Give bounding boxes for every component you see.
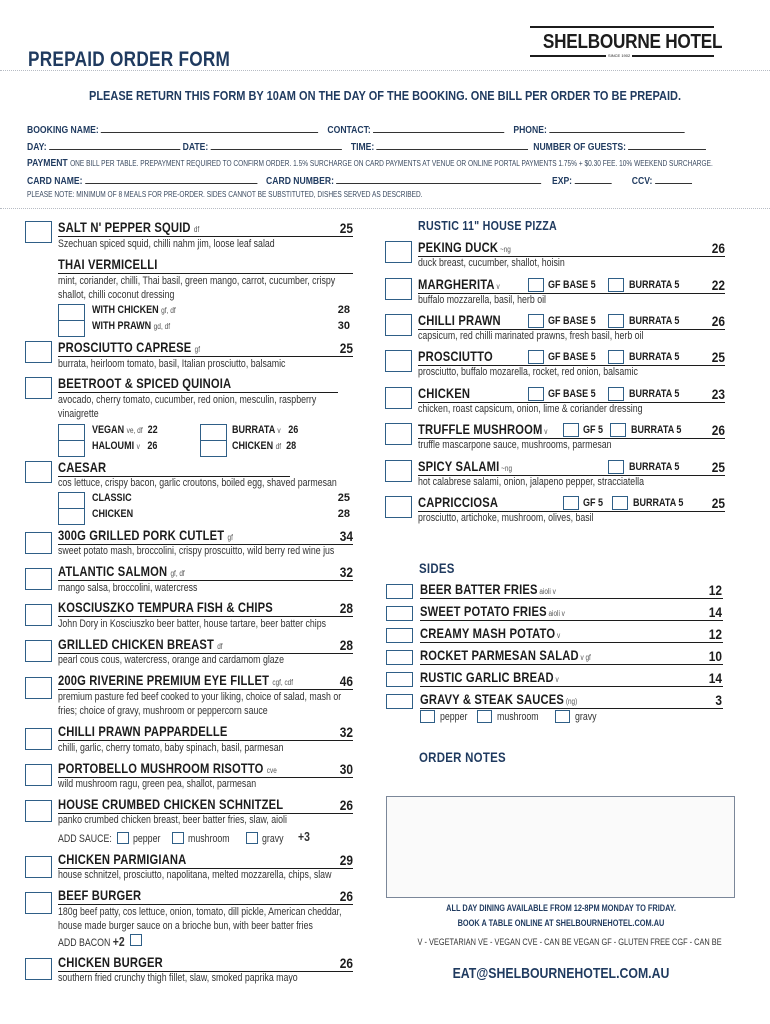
item-desc: burrata, heirloom tomato, basil, Italian prosciutto, balsamic <box>58 358 286 370</box>
add-sauce-label: ADD SAUCE: <box>58 833 112 845</box>
option-price: 25 <box>337 492 350 504</box>
bacon-checkbox[interactable] <box>130 934 142 946</box>
time-field[interactable] <box>377 140 529 150</box>
option-label: WITH PRAWN gd, df <box>92 320 171 332</box>
payment-label: PAYMENT <box>27 157 68 169</box>
order-checkbox-atlantic-salmon[interactable] <box>25 568 52 590</box>
underline <box>420 620 723 621</box>
gf-base-label: GF BASE 5 <box>548 315 596 327</box>
pizza-desc: duck breast, cucumber, shallot, hoisin <box>418 257 565 269</box>
order-checkbox-beet-vegan[interactable] <box>58 424 85 441</box>
date-field[interactable] <box>211 140 342 150</box>
gf-base-checkbox[interactable] <box>528 314 544 328</box>
order-notes-title: ORDER NOTES <box>419 749 506 765</box>
burrata-checkbox[interactable] <box>608 460 624 474</box>
order-checkbox-thai-chicken[interactable] <box>58 304 85 321</box>
option-price: 28 <box>337 508 350 520</box>
underline <box>420 664 723 665</box>
item-price: 28 <box>339 600 353 616</box>
order-checkbox-parmigiana[interactable] <box>25 856 52 878</box>
pizza-name: CHICKEN <box>418 385 471 401</box>
burrata-label: BURRATA 5 <box>633 497 684 509</box>
order-checkbox-pizza[interactable] <box>385 350 412 372</box>
order-checkbox-eye-fillet[interactable] <box>25 677 52 699</box>
pizza-price: 26 <box>711 422 725 438</box>
order-checkbox-pizza[interactable] <box>385 278 412 300</box>
underline <box>58 236 353 237</box>
gf-base-checkbox[interactable] <box>563 423 579 437</box>
burrata-label: BURRATA 5 <box>629 279 680 291</box>
order-checkbox-prosciutto-caprese[interactable] <box>25 341 52 363</box>
sauce-checkbox-pepper-side[interactable] <box>420 710 435 723</box>
item-price: 26 <box>339 797 353 813</box>
pizza-desc: buffalo mozzarella, basil, herb oil <box>418 294 546 306</box>
order-checkbox-pizza[interactable] <box>385 314 412 336</box>
booking-name-label: BOOKING NAME: <box>27 124 99 136</box>
form-row-card <box>27 174 692 187</box>
guests-field[interactable] <box>628 140 706 150</box>
gf-base-label: GF 5 <box>583 497 604 509</box>
underline <box>58 904 353 905</box>
side-name: ROCKET PARMESAN SALAD v gf <box>420 647 591 663</box>
burrata-label: BURRATA 5 <box>629 315 680 327</box>
underline <box>58 273 353 274</box>
option-label: CHICKEN df 28 <box>232 440 297 452</box>
option-label: HALOUMI v 26 <box>92 440 158 452</box>
burrata-label: BURRATA 5 <box>629 351 680 363</box>
order-checkbox-thai-prawn[interactable] <box>58 320 85 337</box>
item-name: 200G RIVERINE PREMIUM EYE FILLET cgf, cdf <box>58 672 294 688</box>
item-name: CAESAR <box>58 459 107 475</box>
order-checkbox-pizza[interactable] <box>385 241 412 263</box>
order-checkbox-caesar-classic[interactable] <box>58 492 85 509</box>
burrata-label: BURRATA 5 <box>629 388 680 400</box>
payment-note: ONE BILL PER TABLE. PREPAYMENT REQUIRED TO CONFIRM ORDER. 1.5% SURCHARGE ON CARD PAYMENTS AT VENUE OR ONLINE PORTAL PAYMENTS 1.75% + $0.30 FEE. 10% WEEKEND SURCHARGE. <box>70 159 713 168</box>
item-desc: sweet potato mash, broccolini, crispy proscuitto, wild berry red wine jus <box>58 545 335 557</box>
contact-label: CONTACT: <box>327 124 371 136</box>
item-desc: mango salsa, broccolini, watercress <box>58 582 198 594</box>
booking-info: BOOK A TABLE ONLINE AT SHELBOURNEHOTEL.COM.AU <box>457 918 665 928</box>
sauce-price: +3 <box>298 829 310 844</box>
side-checkbox[interactable] <box>386 628 413 643</box>
return-instructions: PLEASE RETURN THIS FORM BY 10AM ON THE DAY OF THE BOOKING. ONE BILL PER ORDER TO BE PREPAID. <box>88 89 682 103</box>
form-row-1 <box>27 123 685 136</box>
underline <box>420 708 723 709</box>
form-row-2 <box>27 140 706 153</box>
order-checkbox-beet-burrata[interactable] <box>200 424 227 441</box>
pizza-name: CAPRICCIOSA <box>418 494 499 510</box>
option-label: WITH CHICKEN gf, df <box>92 304 176 316</box>
exp-field[interactable] <box>574 174 611 184</box>
phone-field[interactable] <box>549 123 684 133</box>
item-desc: house schnitzel, prosciutto, napolitana, melted mozzarella, chips, slaw <box>58 869 332 881</box>
item-name: PORTOBELLO MUSHROOM RISOTTO cve <box>58 760 277 776</box>
side-checkbox[interactable] <box>386 584 413 599</box>
item-desc: premium pasture fed beef cooked to your liking, choice of salad, mash or <box>58 691 342 703</box>
side-price: 12 <box>708 626 722 642</box>
order-checkbox-beetroot[interactable] <box>25 377 52 399</box>
guests-label: NUMBER OF GUESTS: <box>533 141 627 153</box>
burrata-checkbox[interactable] <box>608 387 624 401</box>
card-number-label: CARD NUMBER: <box>266 175 334 187</box>
underline <box>58 740 353 741</box>
order-checkbox-beef-burger[interactable] <box>25 892 52 914</box>
order-checkbox-pizza[interactable] <box>385 496 412 518</box>
order-checkbox-pizza[interactable] <box>385 460 412 482</box>
item-price: 25 <box>339 340 353 356</box>
item-desc: panko crumbed chicken breast, beer batter fries, slaw, aioli <box>58 814 287 826</box>
item-name: KOSCIUSZKO TEMPURA FISH & CHIPS <box>58 599 273 615</box>
item-name: PROSCIUTTO CAPRESE gf <box>58 339 200 355</box>
burrata-checkbox[interactable] <box>608 278 624 292</box>
pizza-price: 26 <box>711 313 725 329</box>
side-name: RUSTIC GARLIC BREAD v <box>420 669 559 685</box>
order-checkbox-fish-chips[interactable] <box>25 604 52 626</box>
sauce-label: mushroom <box>188 833 230 845</box>
gf-base-checkbox[interactable] <box>528 278 544 292</box>
order-notes-box[interactable] <box>386 796 735 898</box>
please-note: PLEASE NOTE: MINIMUM OF 8 MEALS FOR PRE-ORDER. SIDES CANNOT BE SUBSTITUTED, DISHES SERVED AS DESCRIBED. <box>27 190 423 199</box>
order-checkbox-salt-pepper-squid[interactable] <box>25 221 52 243</box>
gf-base-label: GF BASE 5 <box>548 279 596 291</box>
pizza-name: PROSCIUTTO <box>418 348 493 364</box>
side-name: BEER BATTER FRIES aioli v <box>420 581 556 597</box>
item-desc: house made burger sauce on a brioche bun, with beer batter fries <box>58 920 313 932</box>
hotel-logo <box>530 26 723 60</box>
underline <box>58 356 353 357</box>
pizza-section-title: RUSTIC 11" HOUSE PIZZA <box>418 218 558 233</box>
sauce-label: gravy <box>262 833 284 845</box>
pizza-name: TRUFFLE MUSHROOM v <box>418 421 548 437</box>
logo-text: SHELBOURNE HOTEL <box>542 31 723 53</box>
item-desc: fries; choice of gravy, mushroom or peppercorn sauce <box>58 705 268 717</box>
pizza-name: CHILLI PRAWN <box>418 312 501 328</box>
option-label: CLASSIC <box>92 492 132 504</box>
burrata-checkbox[interactable] <box>612 496 628 510</box>
item-desc: Szechuan spiced squid, chilli nahm jim, loose leaf salad <box>58 238 275 250</box>
sauce-label: pepper <box>133 833 161 845</box>
underline <box>58 616 353 617</box>
item-name: CHICKEN BURGER <box>58 954 163 970</box>
side-checkbox[interactable] <box>386 606 413 621</box>
side-price: 12 <box>708 582 722 598</box>
order-checkbox-caesar[interactable] <box>25 461 52 483</box>
payment-row <box>27 157 713 169</box>
pizza-name: MARGHERITA v <box>418 276 500 292</box>
day-label: DAY: <box>27 141 47 153</box>
item-price: 46 <box>339 673 353 689</box>
gf-base-checkbox[interactable] <box>563 496 579 510</box>
item-desc: vinaigrette <box>58 408 99 420</box>
sauce-checkbox-mushroom-side[interactable] <box>477 710 492 723</box>
option-price: 28 <box>337 304 350 316</box>
item-name: 300G GRILLED PORK CUTLET gf <box>58 527 233 543</box>
date-label: DATE: <box>182 141 209 153</box>
gf-base-checkbox[interactable] <box>528 387 544 401</box>
card-name-field[interactable] <box>85 174 257 184</box>
item-name: ATLANTIC SALMON gf, df <box>58 563 185 579</box>
pizza-desc: prosciutto, buffalo mozarella, rocket, red onion, balsamic <box>418 366 638 378</box>
order-checkbox-beet-haloumi[interactable] <box>58 440 85 457</box>
pizza-desc: hot calabrese salami, onion, jalapeno pepper, stracciatella <box>418 476 645 488</box>
side-sauce-label: pepper <box>440 711 468 723</box>
side-price: 14 <box>708 604 722 620</box>
burrata-label: BURRATA 5 <box>631 424 682 436</box>
side-price: 14 <box>708 670 722 686</box>
item-desc: mint, coriander, chilli, Thai basil, green mango, carrot, cucumber, crispy <box>58 275 336 287</box>
gf-base-label: GF BASE 5 <box>548 351 596 363</box>
item-desc: pearl cous cous, watercress, orange and cardamom glaze <box>58 654 284 666</box>
burrata-checkbox[interactable] <box>610 423 626 437</box>
sauce-checkbox-gravy[interactable] <box>246 832 258 844</box>
please-note-row <box>27 188 423 200</box>
phone-label: PHONE: <box>513 124 547 136</box>
underline <box>58 392 338 393</box>
underline <box>58 580 353 581</box>
option-label: CHICKEN <box>92 508 134 520</box>
item-name: HOUSE CRUMBED CHICKEN SCHNITZEL <box>58 796 284 812</box>
side-sauce-label: mushroom <box>497 711 539 723</box>
item-desc: southern fried crunchy thigh fillet, slaw, smoked paprika mayo <box>58 972 298 984</box>
burrata-label: BURRATA 5 <box>629 461 680 473</box>
contact-field[interactable] <box>373 123 504 133</box>
order-checkbox-beet-chicken[interactable] <box>200 440 227 457</box>
dietary-key: V - VEGETARIAN VE - VEGAN CVE - CAN BE VEGAN GF - GLUTEN FREE CGF - CAN BE <box>417 937 722 947</box>
gf-base-label: GF BASE 5 <box>548 388 596 400</box>
gf-base-checkbox[interactable] <box>528 350 544 364</box>
item-price: 29 <box>339 852 353 868</box>
side-checkbox[interactable] <box>386 672 413 687</box>
booking-name-field[interactable] <box>101 123 318 133</box>
underline <box>420 686 723 687</box>
underline <box>58 689 353 690</box>
pizza-desc: chicken, roast capsicum, onion, lime & coriander dressing <box>418 403 643 415</box>
pizza-price: 25 <box>711 349 725 365</box>
underline <box>420 598 723 599</box>
item-desc: shallot, chilli coconut dressing <box>58 289 175 301</box>
item-price: 32 <box>339 564 353 580</box>
pizza-desc: truffle mascarpone sauce, mushrooms, parmesan <box>418 439 612 451</box>
item-desc: cos lettuce, crispy bacon, garlic croutons, boiled egg, shaved parmesan <box>58 477 337 489</box>
dining-hours: ALL DAY DINING AVAILABLE FROM 12-8PM MONDAY TO FRIDAY. <box>446 903 676 913</box>
item-price: 34 <box>339 528 353 544</box>
side-name: SWEET POTATO FRIES aioli v <box>420 603 565 619</box>
add-bacon-label: ADD BACON +2 <box>58 934 125 949</box>
pizza-price: 23 <box>711 386 725 402</box>
burrata-checkbox[interactable] <box>608 350 624 364</box>
item-desc: avocado, cherry tomato, cucumber, red onion, mesculin, raspberry <box>58 394 317 406</box>
pizza-price: 22 <box>711 277 725 293</box>
item-desc: wild mushroom ragu, green pea, shallot, parmesan <box>58 778 257 790</box>
side-checkbox[interactable] <box>386 650 413 665</box>
ccv-field[interactable] <box>655 174 692 184</box>
side-sauce-label: gravy <box>575 711 597 723</box>
item-name: CHILLI PRAWN PAPPARDELLE <box>58 723 228 739</box>
item-price: 25 <box>339 220 353 236</box>
item-name: BEEF BURGER <box>58 887 142 903</box>
ccv-label: CCV: <box>631 175 653 187</box>
pizza-name: SPICY SALAMI ~ng <box>418 458 513 474</box>
item-desc: chilli, garlic, cherry tomato, baby spinach, basil, parmesan <box>58 742 284 754</box>
pizza-name: PEKING DUCK ~ng <box>418 239 511 255</box>
item-name: GRILLED CHICKEN BREAST df <box>58 636 223 652</box>
item-name: SALT N' PEPPER SQUID df <box>58 219 200 235</box>
order-checkbox-pappardelle[interactable] <box>25 728 52 750</box>
item-desc: John Dory in Kosciuszko beer batter, house tartare, beer batter chips <box>58 618 327 630</box>
side-name: GRAVY & STEAK SAUCES (ng) <box>420 691 578 707</box>
order-checkbox-grilled-chicken[interactable] <box>25 640 52 662</box>
card-name-label: CARD NAME: <box>27 175 83 187</box>
pizza-price: 25 <box>711 459 725 475</box>
sides-section-title: SIDES <box>419 560 455 576</box>
order-checkbox-risotto[interactable] <box>25 764 52 786</box>
time-label: TIME: <box>350 141 375 153</box>
option-label: BURRATA v 26 <box>232 424 299 436</box>
item-price: 26 <box>339 888 353 904</box>
order-checkbox-pork-cutlet[interactable] <box>25 532 52 554</box>
gf-base-label: GF 5 <box>583 424 604 436</box>
burrata-checkbox[interactable] <box>608 314 624 328</box>
logo-since: SINCE 1902 <box>608 53 631 58</box>
divider <box>0 208 770 209</box>
sauce-checkbox-gravy-side[interactable] <box>555 710 570 723</box>
pizza-price: 26 <box>711 240 725 256</box>
side-price: 3 <box>715 692 722 708</box>
divider <box>0 70 770 71</box>
order-checkbox-pizza[interactable] <box>385 387 412 409</box>
sauce-checkbox-mushroom[interactable] <box>172 832 184 844</box>
pizza-price: 25 <box>711 495 725 511</box>
pizza-desc: capsicum, red chilli marinated prawns, fresh basil, herb oil <box>418 330 644 342</box>
card-number-field[interactable] <box>336 174 541 184</box>
exp-label: EXP: <box>551 175 573 187</box>
option-label: VEGAN ve, df 22 <box>92 424 158 436</box>
order-checkbox-schnitzel[interactable] <box>25 800 52 822</box>
day-field[interactable] <box>49 140 180 150</box>
side-name: CREAMY MASH POTATO v <box>420 625 561 641</box>
pizza-desc: prosciutto, artichoke, mushroom, olives, basil <box>418 512 594 524</box>
side-price: 10 <box>708 648 722 664</box>
underline <box>420 642 723 643</box>
item-name: BEETROOT & SPICED QUINOIA <box>58 375 232 391</box>
order-checkbox-chicken-burger[interactable] <box>25 958 52 980</box>
option-price: 30 <box>337 320 350 332</box>
sauce-checkbox-pepper[interactable] <box>117 832 129 844</box>
item-name: THAI VERMICELLI <box>58 256 158 272</box>
order-checkbox-caesar-chicken[interactable] <box>58 508 85 525</box>
order-checkbox-pizza[interactable] <box>385 423 412 445</box>
item-price: 32 <box>339 724 353 740</box>
item-price: 26 <box>339 955 353 971</box>
side-checkbox[interactable] <box>386 694 413 709</box>
item-price: 30 <box>339 761 353 777</box>
page-title: PREPAID ORDER FORM <box>28 48 231 71</box>
contact-email[interactable]: EAT@SHELBOURNEHOTEL.COM.AU <box>452 965 670 982</box>
item-desc: 180g beef patty, cos lettuce, onion, tomato, dill pickle, American cheddar, <box>58 906 342 918</box>
item-name: CHICKEN PARMIGIANA <box>58 851 187 867</box>
item-price: 28 <box>339 637 353 653</box>
